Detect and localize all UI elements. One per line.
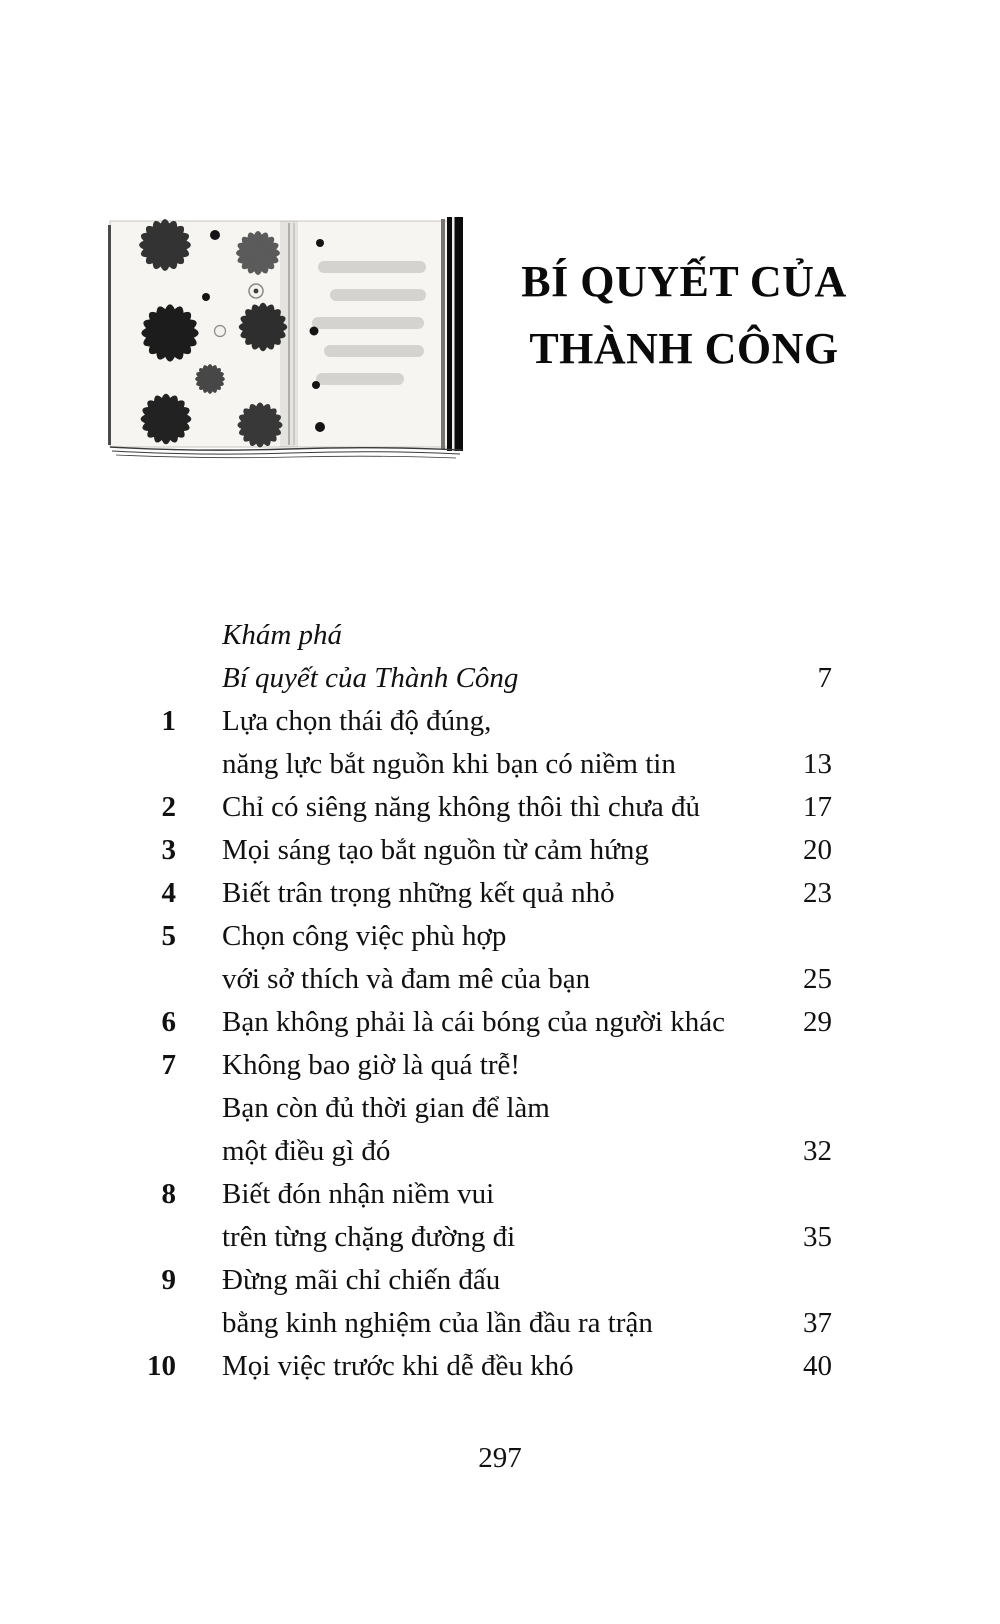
toc-row	[120, 1259, 832, 1302]
book-title-line1: BÍ QUYẾT CỦA	[521, 257, 847, 306]
toc-entry-number: 3	[161, 834, 176, 866]
toc-entry-number: 7	[161, 1049, 176, 1081]
toc-entry-title: Lựa chọn thái độ đúng,	[222, 705, 492, 737]
toc-row	[120, 1216, 832, 1259]
toc-entry-number: 6	[161, 1006, 176, 1038]
toc-row	[120, 743, 832, 786]
toc-entry-title: Bạn còn đủ thời gian để làm	[222, 1092, 550, 1124]
toc-row	[120, 1001, 832, 1044]
toc-entry-page: 37	[803, 1307, 832, 1339]
toc-list	[120, 614, 832, 1388]
book-right-edge-shadow	[441, 219, 445, 449]
toc-row	[120, 1087, 832, 1130]
toc-entry-title: Biết đón nhận niềm vui	[222, 1178, 495, 1210]
toc-entry-page: 35	[803, 1221, 832, 1253]
toc-row	[120, 958, 832, 1001]
toc-entry-title: Mọi việc trước khi dễ đều khó	[222, 1350, 574, 1382]
toc-row	[120, 1345, 832, 1388]
toc-entry-title: bằng kinh nghiệm của lần đầu ra trận	[222, 1307, 653, 1339]
toc-entry-number: 8	[161, 1178, 176, 1210]
book-title	[488, 248, 880, 382]
book-title-line2: THÀNH CÔNG	[529, 324, 839, 373]
toc-entry-title: Khám phá	[222, 619, 343, 651]
toc-entry-page: 20	[803, 834, 832, 866]
toc-entry-page: 17	[803, 791, 832, 823]
toc-entry-title: Bí quyết của Thành Công	[222, 662, 519, 694]
toc-entry-number: 2	[161, 791, 176, 823]
toc-entry-title: Đừng mãi chỉ chiến đấu	[222, 1264, 501, 1296]
open-book-illustration	[108, 213, 470, 461]
toc-row	[120, 1044, 832, 1087]
toc-row	[120, 700, 832, 743]
toc-row	[120, 1302, 832, 1345]
toc-entry-title: Mọi sáng tạo bắt nguồn từ cảm hứng	[222, 834, 649, 866]
toc-entry-page: 7	[817, 662, 832, 694]
page-stack-lines	[110, 447, 462, 458]
toc-entry-title: Biết trân trọng những kết quả nhỏ	[222, 877, 615, 909]
toc-entry-number: 4	[161, 877, 176, 909]
toc-entry-title: năng lực bắt nguồn khi bạn có niềm tin	[222, 748, 676, 780]
toc-entry-title: một điều gì đó	[222, 1135, 391, 1167]
toc-row	[120, 1130, 832, 1173]
toc-row	[120, 915, 832, 958]
toc-row	[120, 1173, 832, 1216]
toc-row	[120, 657, 832, 700]
toc-entry-number: 9	[161, 1264, 176, 1296]
toc-entry-title: Chỉ có siêng năng không thôi thì chưa đủ	[222, 791, 701, 823]
toc-row	[120, 829, 832, 872]
toc-entry-page: 29	[803, 1006, 832, 1038]
toc-entry-title: trên từng chặng đường đi	[222, 1221, 516, 1253]
book-cover-band	[447, 217, 463, 451]
footer-page-number: 297	[478, 1442, 522, 1474]
toc-entry-page: 40	[803, 1350, 832, 1382]
toc-entry-page: 23	[803, 877, 832, 909]
toc-entry-title: Chọn công việc phù hợp	[222, 920, 507, 952]
toc-entry-number: 10	[147, 1350, 176, 1382]
toc-entry-page: 13	[803, 748, 832, 780]
toc-entry-number: 1	[161, 705, 176, 737]
toc-entry-title: với sở thích và đam mê của bạn	[222, 963, 591, 995]
toc-entry-number: 5	[161, 920, 176, 952]
toc-row	[120, 614, 832, 657]
toc-row	[120, 786, 832, 829]
book-left-edge	[108, 225, 111, 445]
toc-row	[120, 872, 832, 915]
toc-entry-page: 25	[803, 963, 832, 995]
toc-entry-page: 32	[803, 1135, 832, 1167]
toc-entry-title: Bạn không phải là cái bóng của người khác	[222, 1006, 725, 1038]
toc-entry-title: Không bao giờ là quá trễ!	[222, 1049, 521, 1081]
